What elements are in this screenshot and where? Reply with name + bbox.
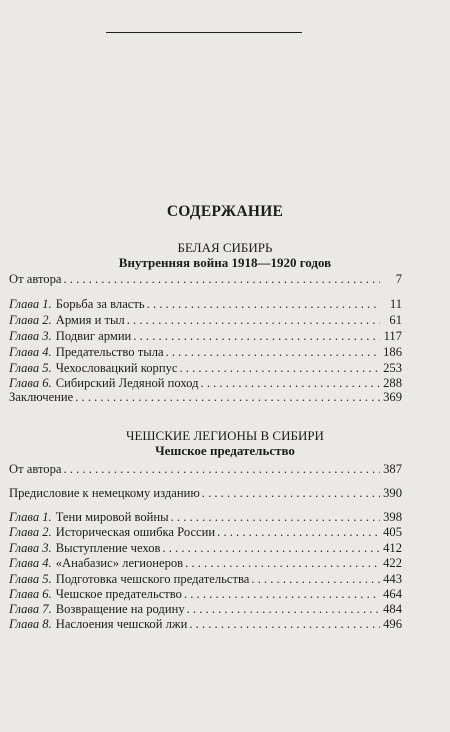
entry-page: 484: [383, 602, 402, 616]
leader-dots: [133, 329, 380, 344]
entry-title: Чехословацкий корпус: [55, 361, 178, 375]
toc-entry-p2-ch3[interactable]: [9, 541, 402, 556]
toc-entry-author-1[interactable]: [9, 272, 402, 287]
entry-title: Наслоения чешской лжи: [55, 617, 188, 631]
entry-page: 253: [383, 361, 402, 375]
chapter-label: Глава 2.: [9, 525, 52, 539]
entry-title: Предательство тыла: [55, 345, 164, 359]
entry-title: «Анабазис» легионеров: [55, 556, 184, 570]
toc-entry-conclusion[interactable]: [9, 390, 402, 405]
chapter-label: Глава 1.: [9, 510, 52, 524]
leader-dots: [127, 313, 380, 328]
part2-title: ЧЕШСКИЕ ЛЕГИОНЫ В СИБИРИ: [126, 428, 324, 443]
entry-title: Армия и тыл: [55, 313, 125, 327]
toc-entry-p1-ch1[interactable]: [9, 297, 402, 312]
entry-page: 7: [395, 272, 402, 286]
entry-page: 390: [383, 486, 402, 500]
chapter-label: Глава 7.: [9, 602, 52, 616]
toc-entry-p1-ch4[interactable]: [9, 345, 402, 360]
entry-title: Подготовка чешского предательства: [55, 572, 250, 586]
entry-page: 186: [383, 345, 402, 359]
chapter-label: Глава 3.: [9, 329, 52, 343]
part1-header: [0, 240, 450, 270]
toc-entry-p1-ch6[interactable]: [9, 376, 402, 391]
leader-dots: [171, 510, 380, 525]
toc-entry-p1-ch2[interactable]: [9, 313, 402, 328]
entry-page: 464: [383, 587, 402, 601]
entry-page: 117: [383, 329, 402, 343]
leader-dots: [162, 541, 380, 556]
entry-title: От автора: [9, 272, 62, 286]
leader-dots: [75, 390, 380, 405]
entry-page: 422: [383, 556, 402, 570]
toc-entry-p2-ch8[interactable]: [9, 617, 402, 632]
leader-dots: [184, 587, 380, 602]
part2-subtitle: Чешское предательство: [155, 443, 295, 458]
chapter-label: Глава 6.: [9, 376, 52, 390]
leader-dots: [251, 572, 380, 587]
chapter-label: Глава 5.: [9, 361, 52, 375]
entry-page: 496: [383, 617, 402, 631]
entry-title: Чешское предательство: [55, 587, 182, 601]
entry-title: Выступление чехов: [55, 541, 161, 555]
chapter-label: Глава 5.: [9, 572, 52, 586]
entry-page: 11: [389, 297, 402, 311]
chapter-label: Глава 8.: [9, 617, 52, 631]
leader-dots: [217, 525, 380, 540]
entry-page: 412: [383, 541, 402, 555]
entry-page: 288: [383, 376, 402, 390]
toc-entry-p2-ch7[interactable]: [9, 602, 402, 617]
toc-entry-p2-ch1[interactable]: [9, 510, 402, 525]
toc-heading: СОДЕРЖАНИЕ: [166, 203, 284, 220]
chapter-label: Глава 6.: [9, 587, 52, 601]
entry-title: Историческая ошибка России: [55, 525, 216, 539]
toc-entry-p2-ch5[interactable]: [9, 572, 402, 587]
entry-page: 405: [383, 525, 402, 539]
toc-entry-preface[interactable]: [9, 486, 402, 501]
leader-dots: [202, 486, 380, 501]
leader-dots: [189, 617, 380, 632]
toc-entry-p2-ch6[interactable]: [9, 587, 402, 602]
part1-title: БЕЛАЯ СИБИРЬ: [177, 240, 273, 255]
chapter-label: Глава 4.: [9, 345, 52, 359]
leader-dots: [185, 556, 380, 571]
entry-page: 398: [383, 510, 402, 524]
chapter-label: Глава 2.: [9, 313, 52, 327]
leader-dots: [64, 272, 381, 287]
top-rule: [106, 32, 302, 33]
leader-dots: [187, 602, 380, 617]
entry-page: 443: [383, 572, 402, 586]
entry-title: Заключение: [9, 390, 74, 404]
entry-title: Подвиг армии: [55, 329, 132, 343]
entry-title: Борьба за власть: [55, 297, 145, 311]
toc-entry-p2-ch4[interactable]: [9, 556, 402, 571]
chapter-label: Глава 1.: [9, 297, 52, 311]
entry-title: Возвращение на родину: [55, 602, 185, 616]
part2-header: [0, 428, 450, 458]
part1-subtitle: Внутренняя война 1918—1920 годов: [118, 255, 332, 270]
leader-dots: [64, 462, 381, 477]
toc-entry-p1-ch5[interactable]: [9, 361, 402, 376]
leader-dots: [147, 297, 380, 312]
entry-page: 387: [383, 462, 402, 476]
entry-title: От автора: [9, 462, 62, 476]
entry-page: 61: [389, 313, 402, 327]
entry-title: Сибирский Ледяной поход: [55, 376, 199, 390]
toc-entry-p1-ch3[interactable]: [9, 329, 402, 344]
entry-title: Тени мировой войны: [55, 510, 169, 524]
leader-dots: [179, 361, 380, 376]
chapter-label: Глава 4.: [9, 556, 52, 570]
toc-entry-p2-ch2[interactable]: [9, 525, 402, 540]
entry-page: 369: [383, 390, 402, 404]
entry-title: Предисловие к немецкому изданию: [9, 486, 200, 500]
leader-dots: [166, 345, 380, 360]
chapter-label: Глава 3.: [9, 541, 52, 555]
toc-entry-author-2[interactable]: [9, 462, 402, 477]
leader-dots: [201, 376, 380, 391]
